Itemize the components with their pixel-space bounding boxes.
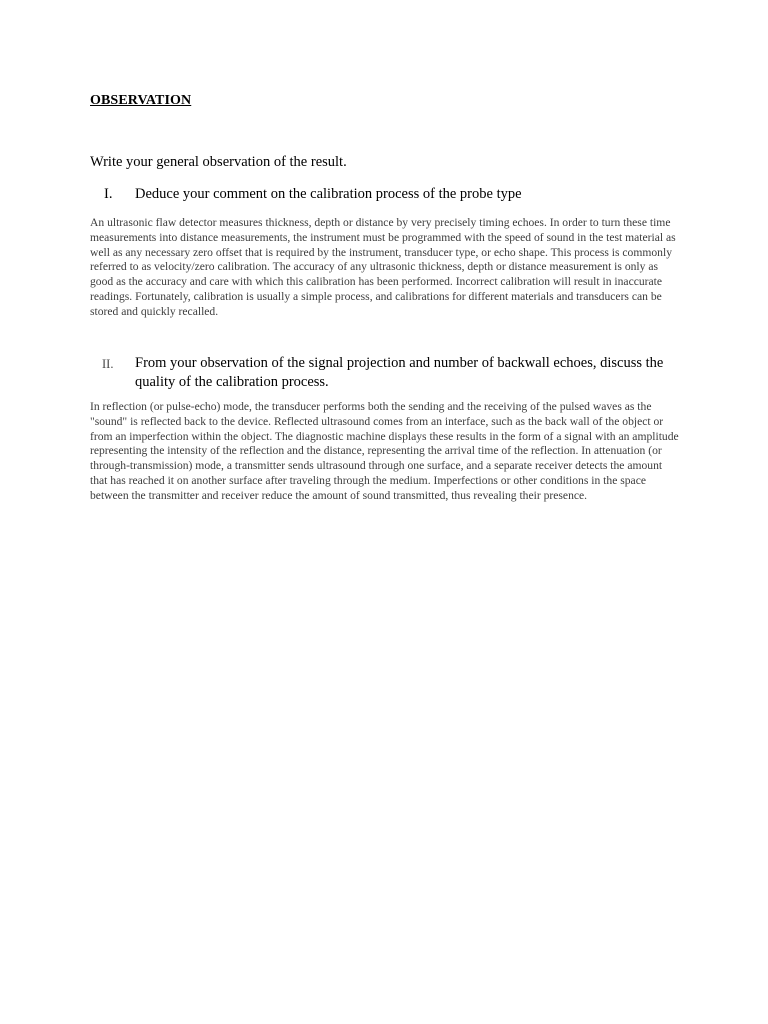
question-1-text: Deduce your comment on the calibration process of the probe type <box>135 186 522 202</box>
question-1-number: I. <box>104 186 113 202</box>
question-2 <box>90 354 680 392</box>
question-2-number: II. <box>102 357 114 371</box>
answer-2-paragraph: In reflection (or pulse-echo) mode, the transducer performs both the sending and the receiving of the pulsed waves as the "sound" is reflected back to the device. Reflected ultrasound comes from an interface, such as the back wall of the object or from an imperfection within the object. The diagnostic machine displays these results in the form of a signal with an amplitude representing the intensity of the reflection and the distance, representing the arrival time of the reflection. In attenuation (or through-transmission) mode, a transmitter sends ultrasound through one surface, and a separate receiver detects the amount that has reached it on another surface after traveling through the medium. Imperfections or other conditions in the space between the transmitter and receiver reduce the amount of sound transmitted, thus revealing their presence. <box>90 400 679 502</box>
answer-1-paragraph: An ultrasonic flaw detector measures thickness, depth or distance by very precisely timing echoes. In order to turn these time measurements into distance measurements, the instrument must be programmed with the speed of sound in the test material as well as any necessary zero offset that is required by the instrument, transducer type, or echo shape. This process is commonly referred to as velocity/zero calibration. The accuracy of any ultrasonic thickness, depth or distance measurement is only as good as the accuracy and care with which this calibration has been performed. Incorrect calibration will result in inaccurate readings. Fortunately, calibration is usually a simple process, and calibrations for different materials and transducers can be stored and quickly recalled. <box>90 216 676 318</box>
question-1 <box>90 185 680 204</box>
question-2-text: From your observation of the signal projection and number of backwall echoes, discuss the quality of the calibration process. <box>135 355 664 390</box>
intro-instruction: Write your general observation of the result. <box>90 154 347 170</box>
section-heading: OBSERVATION <box>90 93 192 108</box>
